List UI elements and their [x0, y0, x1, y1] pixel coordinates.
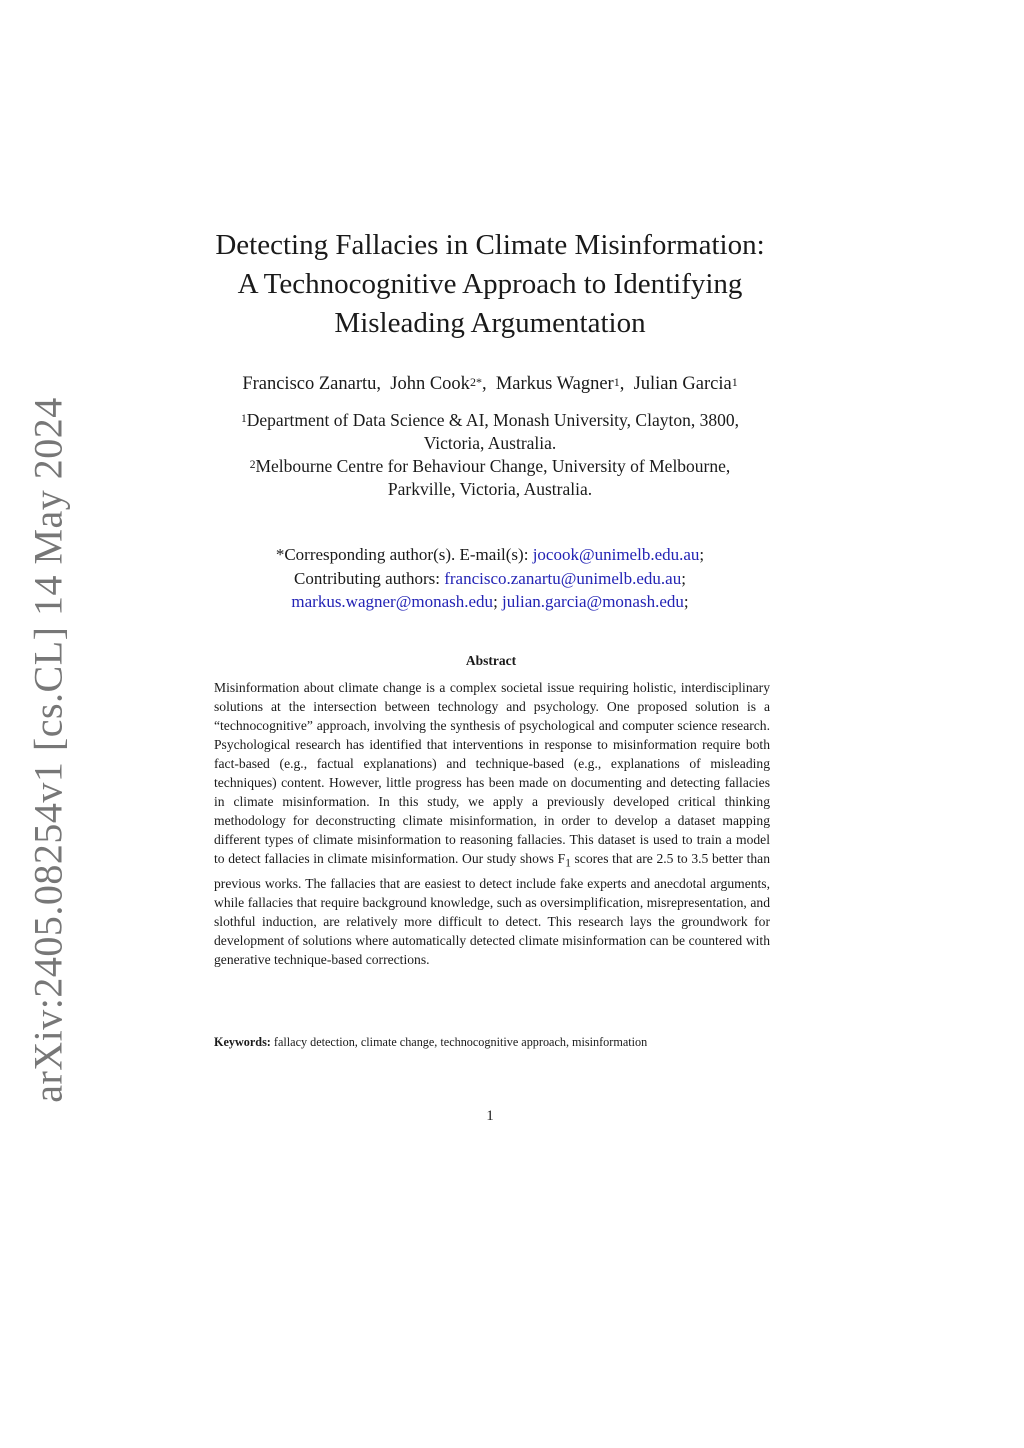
affiliation-mark: 1 — [241, 413, 247, 425]
title-line-2: A Technocognitive Approach to Identifying — [237, 268, 743, 300]
author-separator: , — [619, 374, 625, 394]
author-affiliation-mark: 1 — [731, 375, 738, 389]
abstract-text — [214, 678, 770, 969]
affiliation-line: Department of Data Science & AI, Monash University, Clayton, 3800, — [246, 410, 739, 430]
author-name: Julian Garcia — [633, 374, 732, 394]
author-list — [150, 372, 830, 396]
affiliation-mark: 2 — [249, 459, 256, 471]
contributing-authors-line — [150, 567, 830, 591]
keywords — [214, 1034, 714, 1051]
affiliations — [180, 409, 800, 501]
arxiv-identifier: arXiv:2405.08254v1 [cs.CL] 14 May 2024 — [25, 397, 71, 1103]
author-separator: , — [376, 374, 382, 394]
keywords-label: Keywords: — [214, 1035, 271, 1049]
affiliation-line: Melbourne Centre for Behaviour Change, University of Melbourne, — [255, 456, 731, 476]
corresponding-prefix: *Corresponding author(s). E-mail(s): — [275, 545, 533, 564]
corresponding-email-link[interactable]: jocook@unimelb.edu.au — [532, 545, 700, 564]
email-separator: ; — [493, 592, 498, 611]
contributing-email-link[interactable]: julian.garcia@monash.edu — [502, 592, 684, 611]
abstract-text-part: Misinformation about climate change is a complex societal issue requiring holistic, interdisciplinary solutions at the intersection between technology and psychology. One proposed solution is a “technocognitive” approach, involving the synthesis of psychological and computer science research. Psychological research has identified that interventions in response to misinformation require both fact-based (e.g., factual explanations) and technique-based (e.g., explanations of misleading techniques) content. However, little progress has been made on documenting and detecting fallacies in climate misinformation. In this study, we apply a previously developed critical thinking methodology for deconstructing climate misinformation, in order to develop a dataset mapping different types of climate misinformation to reasoning fallacies. This dataset is used to train a model to detect fallacies in climate misinformation. Our study shows F — [214, 680, 770, 866]
author-name: Francisco Zanartu — [242, 374, 377, 394]
affiliation — [180, 455, 800, 501]
contributing-email-link[interactable]: markus.wagner@monash.edu — [291, 592, 494, 611]
contributing-email-link[interactable]: francisco.zanartu@unimelb.edu.au — [444, 568, 682, 588]
contributing-prefix: Contributing authors: — [294, 568, 445, 588]
email-separator: ; — [683, 592, 689, 611]
author-name: Markus Wagner — [495, 374, 614, 394]
title-line-1: Detecting Fallacies in Climate Misinformation: — [215, 229, 765, 261]
correspondence — [150, 543, 830, 614]
author-name: John Cook — [390, 374, 470, 394]
contributing-authors-line — [150, 590, 830, 614]
abstract-heading: Abstract — [465, 653, 517, 668]
email-separator: ; — [681, 568, 686, 588]
affiliation — [180, 409, 800, 455]
abstract-subscript: 1 — [565, 857, 571, 870]
page-number: 1 — [486, 1108, 494, 1124]
abstract-text-part: scores that are 2.5 to 3.5 better than previous works. The fallacies that are easiest to detect include fake experts and anecdotal arguments, while fallacies that require background knowledge, such as oversimplification, misrepresentation, and slothful induction, are relatively more difficult to detect. This research lays the groundwork for development of solutions where automatically detected climate misinformation can be countered with generative technique-based corrections. — [214, 851, 770, 967]
paper-title — [150, 226, 830, 343]
author-affiliation-mark: 1 — [613, 375, 620, 389]
keywords-text: fallacy detection, climate change, technocognitive approach, misinformation — [270, 1035, 648, 1049]
title-line-3: Misleading Argumentation — [334, 307, 646, 339]
email-separator: ; — [699, 545, 705, 564]
corresponding-author-line — [150, 543, 830, 567]
affiliation-line: Parkville, Victoria, Australia. — [387, 479, 593, 499]
affiliation-line: Victoria, Australia. — [423, 433, 557, 453]
author-affiliation-mark: 2* — [469, 375, 482, 389]
author-separator: , — [481, 374, 487, 394]
